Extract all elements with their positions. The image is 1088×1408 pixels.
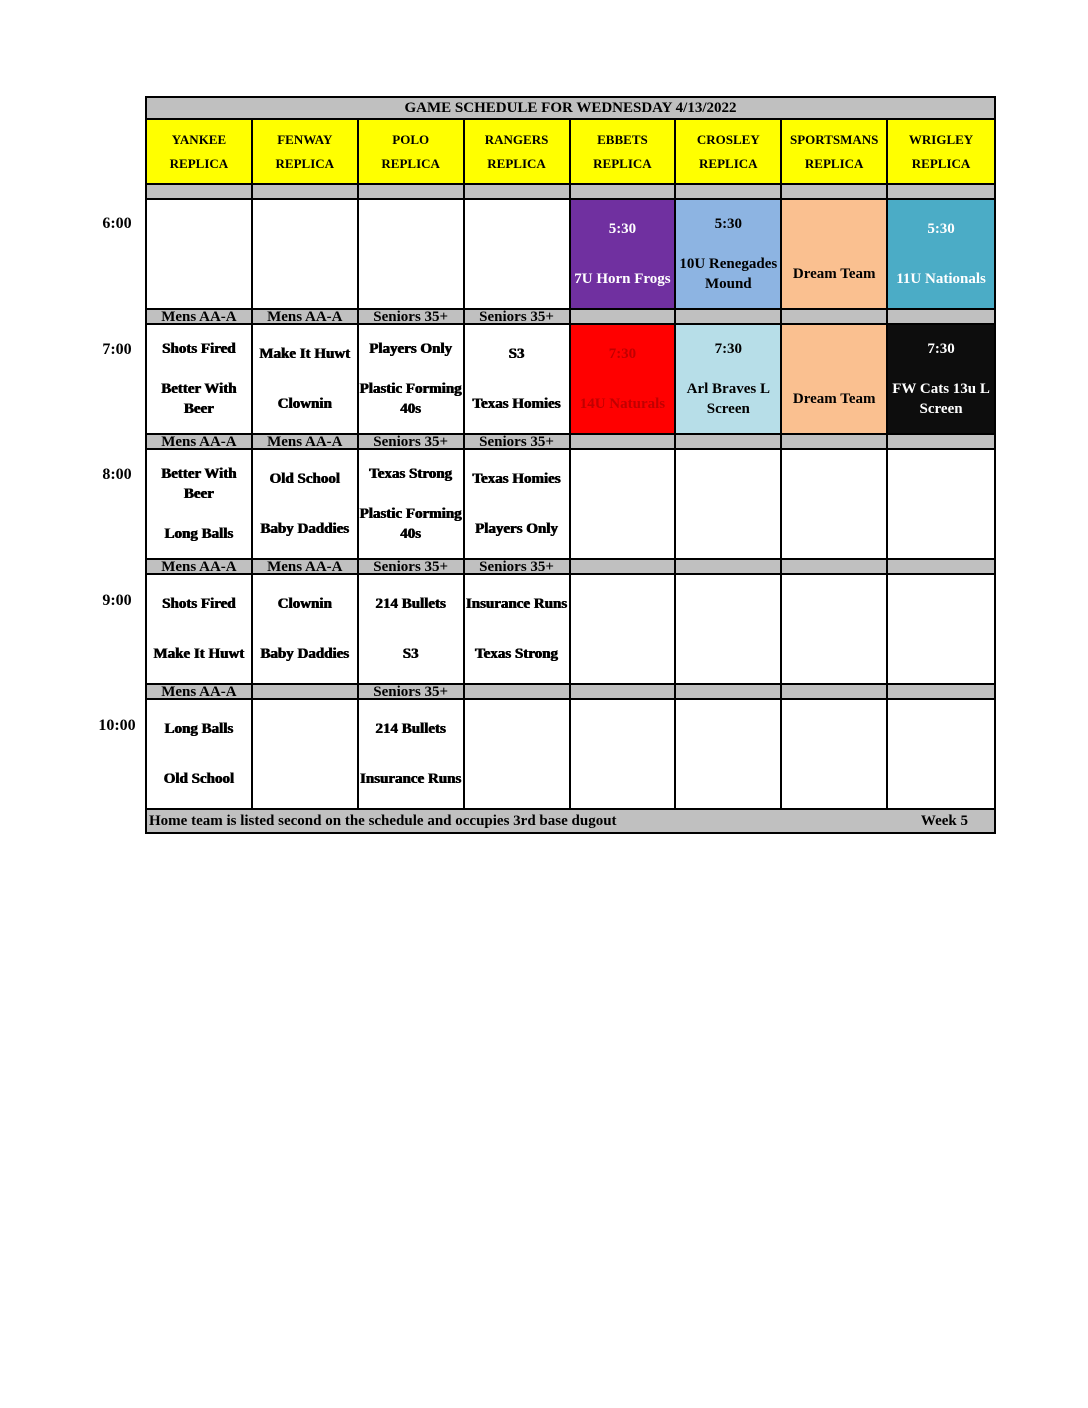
- game-slot: [359, 575, 465, 685]
- team-top: Players Only: [369, 341, 453, 357]
- division-label: [888, 185, 994, 200]
- division-label: Mens AA-A: [147, 310, 253, 325]
- team-bottom: Players Only: [475, 521, 559, 537]
- division-label: Mens AA-A: [253, 435, 359, 450]
- field-subtitle: REPLICA: [169, 156, 229, 171]
- field-name: YANKEE: [171, 132, 227, 147]
- division-label: [676, 685, 782, 700]
- team-top: Texas Homies: [472, 471, 561, 487]
- division-label: [782, 685, 888, 700]
- team-top: Old School: [269, 471, 341, 487]
- division-label: [253, 685, 359, 700]
- division-label: [571, 185, 677, 200]
- team-top: Texas Strong: [369, 466, 453, 482]
- team-bottom: Dream Team: [792, 266, 876, 282]
- game-slot: [465, 200, 571, 310]
- division-label: Seniors 35+: [465, 310, 571, 325]
- team-bottom: Plastic Forming 40s: [359, 381, 462, 417]
- division-label: [571, 560, 677, 575]
- game-slot: [571, 575, 677, 685]
- team-top: Better With Beer: [161, 466, 237, 502]
- division-label: Seniors 35+: [359, 310, 465, 325]
- game-slot: [147, 700, 253, 810]
- game-slot: [782, 575, 888, 685]
- team-bottom: 7U Horn Frogs: [574, 271, 671, 287]
- game-slot: [782, 325, 888, 435]
- game-slot: [676, 450, 782, 560]
- field-header-crosley: [676, 120, 782, 185]
- team-top: Shots Fired: [162, 596, 236, 612]
- team-top: 214 Bullets: [375, 721, 446, 737]
- field-subtitle: REPLICA: [804, 156, 864, 171]
- division-label: Mens AA-A: [147, 685, 253, 700]
- time-label: 7:00: [102, 341, 132, 358]
- team-bottom: 10U Renegades Mound: [679, 256, 778, 292]
- game-slot: [465, 700, 571, 810]
- field-header-yankee: [147, 120, 253, 185]
- team-top: Make It Huwt: [259, 346, 351, 362]
- team-top: Clownin: [277, 596, 332, 612]
- division-label: [465, 685, 571, 700]
- division-label: Seniors 35+: [359, 685, 465, 700]
- division-label: [676, 435, 782, 450]
- division-label: Seniors 35+: [465, 435, 571, 450]
- game-slot: [253, 450, 359, 560]
- game-slot: [676, 200, 782, 310]
- division-label: [676, 560, 782, 575]
- team-top: 214 Bullets: [375, 596, 446, 612]
- field-header-fenway: [253, 120, 359, 185]
- field-name: FENWAY: [277, 132, 333, 147]
- team-bottom: Insurance Runs: [360, 771, 462, 787]
- game-slot: [571, 325, 677, 435]
- team-bottom: 11U Nationals: [896, 271, 986, 287]
- division-label: Seniors 35+: [359, 435, 465, 450]
- footer-note: Home team is listed second on the schedule and occupies 3rd base dugout: [149, 812, 617, 829]
- team-top: 7:30: [714, 341, 743, 357]
- team-bottom: Texas Strong: [475, 646, 559, 662]
- field-subtitle: REPLICA: [593, 156, 652, 171]
- team-top: Insurance Runs: [465, 596, 568, 612]
- game-slot: [147, 200, 253, 310]
- division-label: [359, 185, 465, 200]
- game-slot: [888, 450, 994, 560]
- division-label: [676, 310, 782, 325]
- division-label: Seniors 35+: [465, 560, 571, 575]
- game-slot: [359, 325, 465, 435]
- division-label: [888, 310, 994, 325]
- game-slot: [359, 700, 465, 810]
- game-slot: [465, 450, 571, 560]
- field-subtitle: REPLICA: [381, 156, 440, 171]
- team-bottom: Plastic Forming 40s: [359, 506, 462, 542]
- team-bottom: Baby Daddies: [260, 646, 350, 662]
- game-slot: [888, 200, 994, 310]
- division-label: [253, 185, 359, 200]
- team-bottom: Clownin: [277, 396, 332, 412]
- field-subtitle: REPLICA: [911, 156, 971, 171]
- team-top: S3: [508, 346, 525, 362]
- game-slot: [147, 450, 253, 560]
- game-slot: [253, 325, 359, 435]
- team-bottom: Arl Braves L Screen: [686, 381, 770, 417]
- time-label: 6:00: [102, 215, 132, 232]
- game-slot: [359, 450, 465, 560]
- division-label: [782, 185, 888, 200]
- field-header-wrigley: [888, 120, 994, 185]
- field-header-polo: [359, 120, 465, 185]
- game-slot: [253, 575, 359, 685]
- division-label: [782, 435, 888, 450]
- division-label: [782, 560, 888, 575]
- division-label: [147, 185, 253, 200]
- time-label: 10:00: [98, 717, 136, 734]
- division-label: [465, 185, 571, 200]
- game-slot: [888, 700, 994, 810]
- team-bottom: Make It Huwt: [153, 646, 245, 662]
- schedule-title: GAME SCHEDULE FOR WEDNESDAY 4/13/2022: [147, 98, 994, 120]
- team-bottom: FW Cats 13u L Screen: [892, 381, 990, 417]
- game-slot: [253, 700, 359, 810]
- field-name: CROSLEY: [696, 132, 760, 147]
- team-top: 5:30: [714, 216, 743, 232]
- team-top: Long Balls: [164, 721, 234, 737]
- week-label: Week 5: [920, 812, 968, 829]
- division-label: [571, 435, 677, 450]
- field-header-sportsmans: [782, 120, 888, 185]
- division-label: [888, 435, 994, 450]
- schedule-footer: [147, 810, 994, 832]
- game-slot: [253, 200, 359, 310]
- division-label: [782, 310, 888, 325]
- game-slot: [147, 575, 253, 685]
- game-slot: [571, 700, 677, 810]
- division-label: [571, 685, 677, 700]
- game-slot: [465, 575, 571, 685]
- team-bottom: Dream Team: [792, 391, 876, 407]
- game-slot: [147, 325, 253, 435]
- time-label: 8:00: [102, 466, 132, 483]
- game-slot: [571, 450, 677, 560]
- field-subtitle: REPLICA: [699, 156, 758, 171]
- game-slot: [676, 575, 782, 685]
- game-slot: [782, 700, 888, 810]
- division-label: [888, 560, 994, 575]
- game-slot: [676, 325, 782, 435]
- game-slot: [465, 325, 571, 435]
- team-bottom: Long Balls: [164, 526, 234, 542]
- field-name: RANGERS: [484, 132, 549, 147]
- team-bottom: S3: [402, 646, 419, 662]
- team-top: 7:30: [608, 346, 637, 362]
- division-label: [888, 685, 994, 700]
- team-top: 7:30: [927, 341, 955, 357]
- division-label: Seniors 35+: [359, 560, 465, 575]
- game-slot: [888, 575, 994, 685]
- division-label: Mens AA-A: [253, 310, 359, 325]
- team-bottom: Texas Homies: [472, 396, 561, 412]
- team-top: 5:30: [927, 221, 955, 237]
- team-bottom: Baby Daddies: [260, 521, 350, 537]
- team-bottom: Old School: [163, 771, 235, 787]
- field-name: SPORTSMANS: [789, 132, 879, 147]
- division-label: [676, 185, 782, 200]
- game-slot: [782, 200, 888, 310]
- field-name: EBBETS: [597, 132, 648, 147]
- field-subtitle: REPLICA: [275, 156, 335, 171]
- division-label: [571, 310, 677, 325]
- team-bottom: 14U Naturals: [579, 396, 666, 412]
- game-slot: [571, 200, 677, 310]
- game-slot: [888, 325, 994, 435]
- field-header-ebbets: [571, 120, 677, 185]
- game-slot: [676, 700, 782, 810]
- field-name: POLO: [392, 132, 430, 147]
- division-label: Mens AA-A: [147, 435, 253, 450]
- team-top: Shots Fired: [162, 341, 236, 357]
- field-name: WRIGLEY: [908, 132, 974, 147]
- team-bottom: Better With Beer: [161, 381, 237, 417]
- team-top: 5:30: [608, 221, 637, 237]
- field-subtitle: REPLICA: [487, 156, 546, 171]
- time-label: 9:00: [102, 592, 132, 609]
- game-slot: [782, 450, 888, 560]
- game-slot: [359, 200, 465, 310]
- division-label: Mens AA-A: [253, 560, 359, 575]
- schedule-table: [145, 96, 996, 834]
- division-label: Mens AA-A: [147, 560, 253, 575]
- field-header-rangers: [465, 120, 571, 185]
